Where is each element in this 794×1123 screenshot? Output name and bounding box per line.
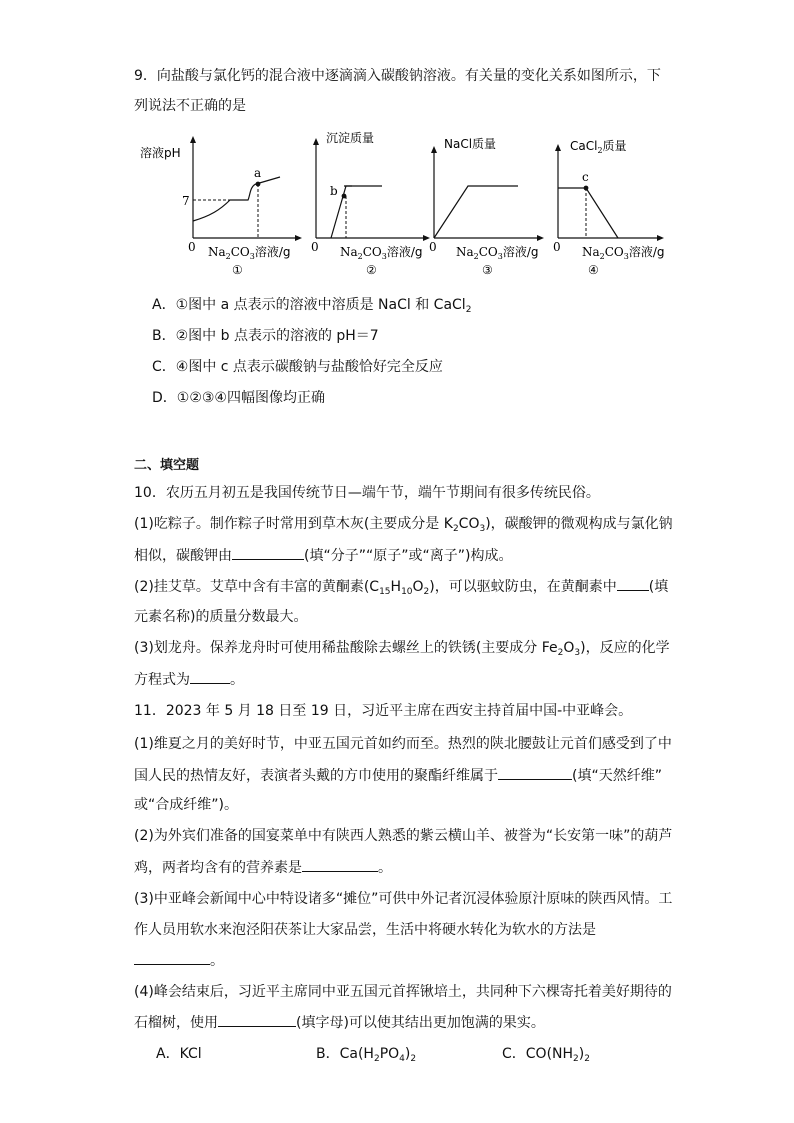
graph-1-seven: 7	[182, 194, 190, 208]
section-heading: 二、填空题	[134, 458, 200, 473]
graph-4-curve	[558, 188, 618, 238]
graph-3-xlabel: $Na_2CO_3$溶液/g	[456, 245, 539, 261]
q11-part1-line3: 或“合成纤维”)。	[134, 797, 238, 813]
q11-part1-line1: (1)维夏之月的美好时节，中亚五国元首如约而至。热烈的陕北腰鼓让元首们感受到了中	[134, 736, 672, 752]
graph-2-xlabel: $Na_2CO_3$溶液/g	[340, 245, 423, 261]
graph-2-ylabel: 沉淀质量	[326, 131, 375, 145]
q10-part2-line1: (2)挂艾草。艾草中含有丰富的黄酮素$(C_{15}H_{10}O_2)$，可以驱蚊防虫，在黄酮素中 (填	[134, 576, 668, 597]
q9-stem-line2: 列说法不正确的是	[134, 98, 246, 114]
q10-part3-line1: (3)划龙舟。保养龙舟时可使用稀盐酸除去螺丝上的铁锈(主要成分 $Fe_2O_3$)，反应的化学	[134, 640, 670, 658]
q11-part4-line2: 石榴树，使用 (填字母)可以使其结出更加饱满的果实。	[134, 1012, 545, 1033]
q9-option-a: A．①图中 a 点表示的溶液中溶质是 NaCl 和 CaCl$_2$	[152, 297, 472, 315]
graph-3-origin: 0	[429, 240, 437, 254]
graph-4-number: ④	[588, 263, 599, 277]
q10-stem: 10．农历五月初五是我国传统节日—端午节，端午节期间有很多传统民俗。	[134, 485, 600, 501]
graph-3-curve	[434, 186, 518, 238]
graph-2-number: ②	[366, 263, 377, 277]
q10-blank-3[interactable]	[190, 669, 230, 684]
graph-4-point-c	[584, 186, 589, 191]
q9-option-b: B．②图中 b 点表示的溶液的 pH＝7	[152, 328, 379, 344]
q11-option-c: C．$CO(NH_2)_2$	[502, 1046, 590, 1064]
graph-2-point-b	[342, 194, 347, 199]
graph-4-ylabel: CaCl$_2$质量	[570, 139, 627, 155]
graph-1-number: ①	[232, 263, 243, 277]
graph-1-curve	[193, 177, 280, 221]
q11-stem: 11．2023 年 5 月 18 日至 19 日，习近平主席在西安主持首届中国-中亚峰会。	[134, 703, 633, 719]
graph-1-xlabel: $Na_2CO_3$溶液/g	[208, 245, 291, 261]
graph-1	[140, 136, 302, 277]
q11-part2-line1: (2)为外宾们准备的国宴菜单中有陕西人熟悉的紫云横山羊、被誉为“长安第一味”的葫芦	[134, 828, 673, 844]
q11-part3-line1: (3)中亚峰会新闻中心中特设诸多“摊位”可供中外记者沉浸体验原汁原味的陕西风情。工	[134, 891, 673, 907]
q10-blank-1[interactable]	[232, 545, 304, 560]
q11-blank-3[interactable]	[134, 950, 210, 965]
q10-part1-line2: 相似，碳酸钾由 (填“分子”“原子”或“离子”)构成。	[134, 545, 512, 566]
graph-4-xlabel: $Na_2CO_3$溶液/g	[582, 245, 665, 261]
q9-option-c: C．④图中 c 点表示碳酸钠与盐酸恰好完全反应	[152, 359, 443, 375]
q10-part3-line2: 方程式为 。	[134, 669, 244, 690]
q10-blank-2[interactable]	[617, 576, 649, 591]
q9-stem-line1: 9．向盐酸与氯化钙的混合液中逐滴滴入碳酸钠溶液。有关量的变化关系如图所示，下	[134, 68, 661, 84]
q11-option-a: A．KCl	[156, 1046, 202, 1062]
graph-3-ylabel: NaCl质量	[444, 137, 497, 151]
graph-1-point-a	[256, 182, 261, 187]
q11-part3-line3: 。	[134, 950, 224, 971]
q11-part4-line1: (4)峰会结束后，习近平主席同中亚五国元首挥锹培土，共同种下六棵寄托着美好期待的	[134, 984, 672, 1000]
graph-3-number: ③	[482, 263, 493, 277]
q9-graphs	[130, 128, 680, 280]
graph-2-point-label: b	[330, 184, 338, 198]
q11-option-b: B．$Ca(H_2PO_4)_2$	[316, 1046, 417, 1064]
q11-blank-4[interactable]	[218, 1012, 296, 1027]
graph-2-origin: 0	[311, 240, 319, 254]
graph-4	[553, 138, 665, 277]
graph-1-origin: 0	[188, 240, 196, 254]
graph-1-ylabel: 溶液pH	[140, 146, 181, 160]
q11-blank-2[interactable]	[302, 857, 378, 872]
q10-part2-line2: 元素名称)的质量分数最大。	[134, 609, 308, 625]
graph-2	[311, 130, 430, 277]
q11-part2-line2: 鸡，两者均含有的营养素是 。	[134, 857, 392, 878]
graph-1-point-label: a	[254, 166, 262, 180]
graph-4-point-label: c	[582, 170, 589, 184]
graph-3	[429, 136, 544, 277]
graph-4-origin: 0	[553, 240, 561, 254]
q9-option-d: D．①②③④四幅图像均正确	[152, 390, 325, 406]
q11-part1-line2: 国人民的热情友好，表演者头戴的方巾使用的聚酯纤维属于 (填“天然纤维”	[134, 765, 662, 786]
q11-blank-1[interactable]	[498, 765, 572, 780]
q10-part1-line1: (1)吃粽子。制作粽子时常用到草木灰(主要成分是 $K_2CO_3$)，碳酸钾的微观构成与氯化钠	[134, 516, 673, 534]
q11-part3-line2: 作人员用软水来泡泾阳茯茶让大家品尝，生活中将硬水转化为软水的方法是	[134, 922, 596, 938]
